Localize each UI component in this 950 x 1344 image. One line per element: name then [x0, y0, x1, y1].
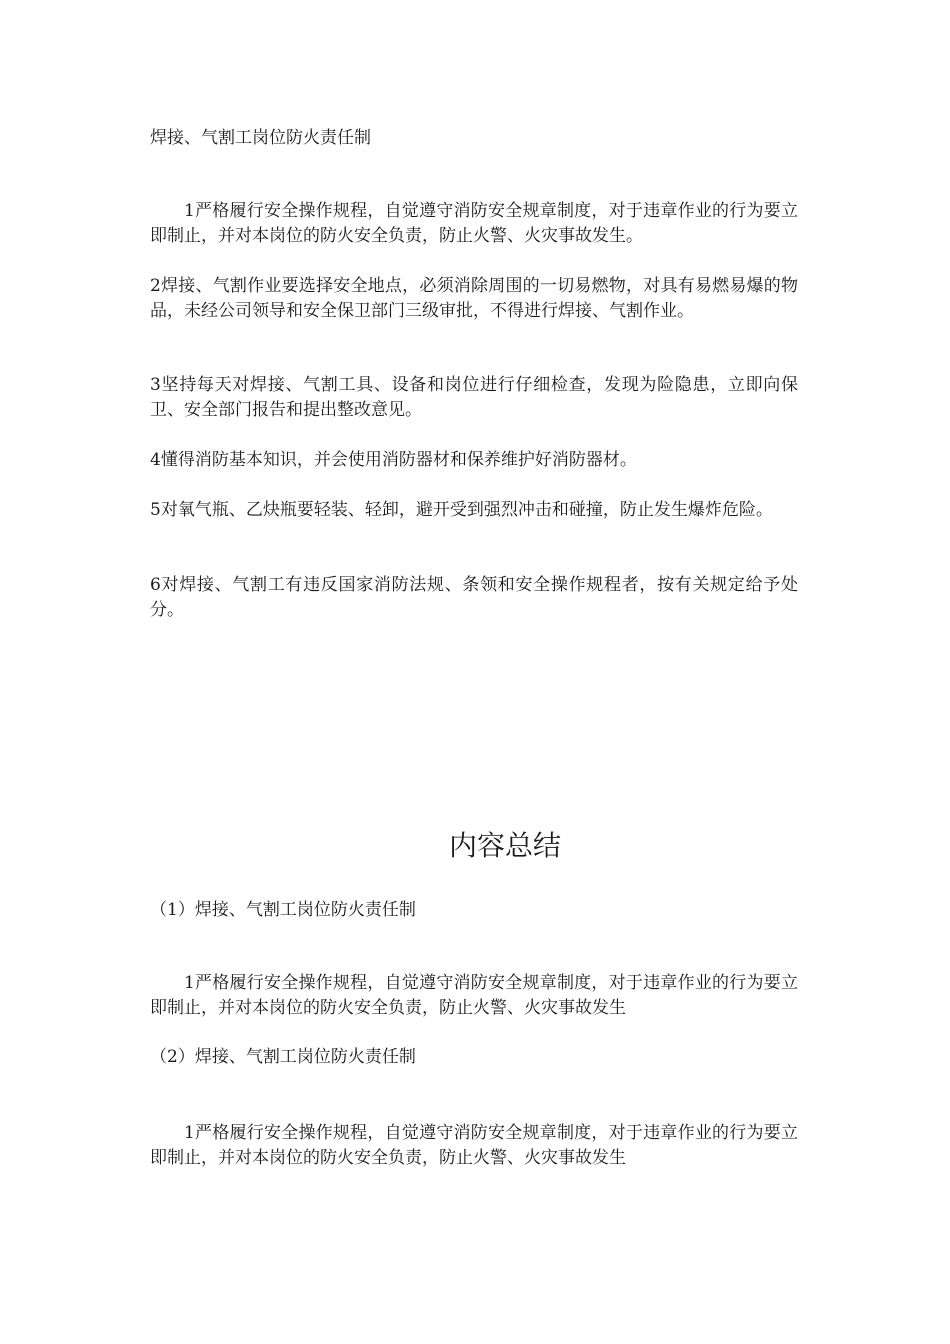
paragraph-6: 6对焊接、气割工有违反国家消防法规、条领和安全操作规程者，按有关规定给予处分。 [150, 575, 798, 620]
summary-item-title-1: （1）焊接、气割工岗位防火责任制 [150, 900, 416, 920]
document-title: 焊接、气割工岗位防火责任制 [150, 128, 371, 148]
paragraph-2: 2焊接、气割作业要选择安全地点，必须消除周围的一切易燃物，对具有易燃易爆的物品，未经公司领导和安全保卫部门三级审批，不得进行焊接、气割作业。 [150, 276, 798, 321]
summary-item-body-1: 1严格履行安全操作规程，自觉遵守消防安全规章制度，对于违章作业的行为要立即制止，并对本岗位的防火安全负责，防止火警、火灾事故发生 [150, 973, 798, 1018]
paragraph-1: 1严格履行安全操作规程，自觉遵守消防安全规章制度，对于违章作业的行为要立即制止，并对本岗位的防火安全负责，防止火警、火灾事故发生。 [150, 201, 798, 246]
summary-item-body-2: 1严格履行安全操作规程，自觉遵守消防安全规章制度，对于违章作业的行为要立即制止，并对本岗位的防火安全负责，防止火警、火灾事故发生 [150, 1123, 798, 1168]
paragraph-5: 5对氧气瓶、乙炔瓶要轻装、轻卸，避开受到强烈冲击和碰撞，防止发生爆炸危险。 [150, 500, 773, 520]
paragraph-4: 4懂得消防基本知识，并会使用消防器材和保养维护好消防器材。 [150, 450, 637, 470]
summary-item-title-2: （2）焊接、气割工岗位防火责任制 [150, 1047, 416, 1067]
summary-heading: 内容总结 [448, 829, 561, 862]
paragraph-3: 3坚持每天对焊接、气割工具、设备和岗位进行仔细检查，发现为险隐患，立即向保卫、安全部门报告和提出整改意见。 [150, 375, 798, 420]
